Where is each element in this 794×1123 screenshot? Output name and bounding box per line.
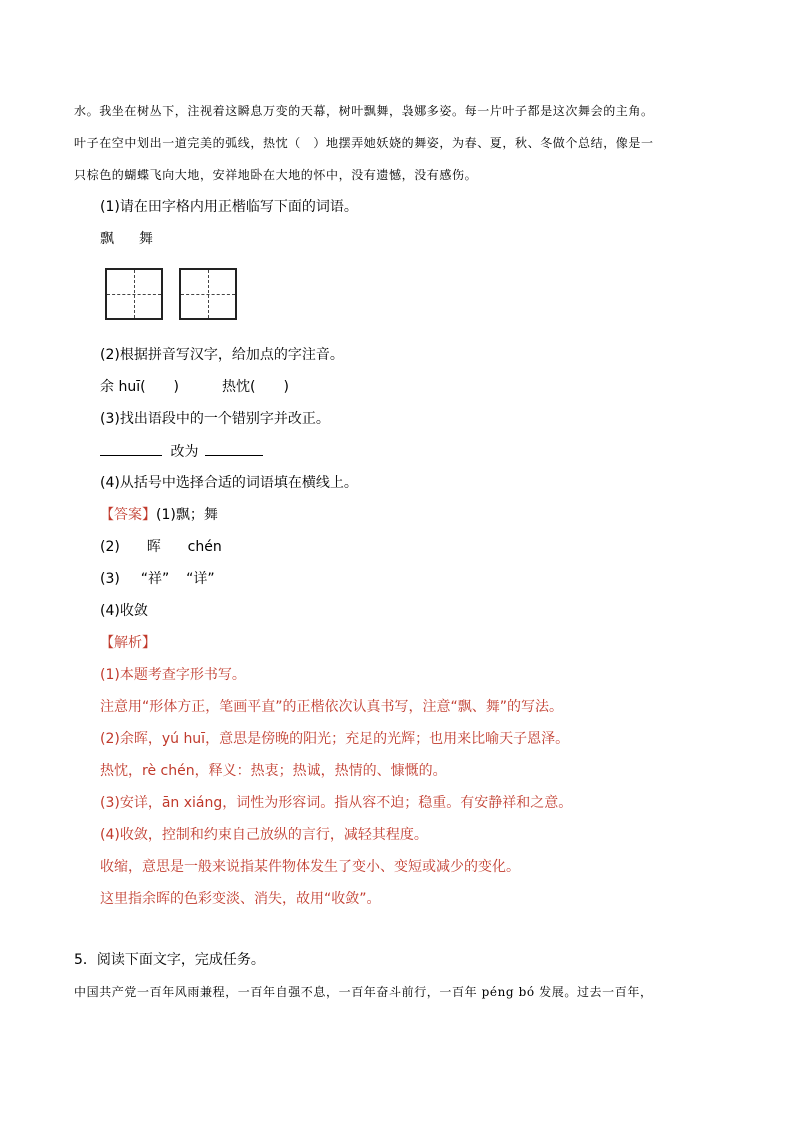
answer-line-2 (100, 537, 222, 557)
tianzige-box-1[interactable] (105, 268, 163, 320)
q2-item-1: 余 huī( ) (100, 379, 180, 395)
question-1: (1)请在田字格内用正楷临写下面的词语。 (100, 199, 358, 215)
q1-words (100, 229, 153, 249)
analysis-line: (1)本题考查字形书写。 (100, 667, 246, 683)
passage-line-2: 叶子在空中划出一道完美的弧线，热忱（ ）地摆弄她妖娆的舞姿，为春、夏，秋、冬做个总结，像是一 (74, 136, 654, 150)
answer-2-char: 晖 (146, 539, 161, 555)
analysis-line: 这里指余晖的色彩变淡、消失，故用“收敛”。 (100, 891, 381, 907)
answer-line-1 (100, 505, 218, 525)
answer-3-right: “详” (186, 571, 215, 587)
answer-line-3 (100, 569, 215, 589)
question-2: (2)根据拼音写汉字，给加点的字注音。 (100, 347, 344, 363)
analysis-label: 【解析】 (100, 635, 156, 651)
answer-label: 【答案】 (100, 507, 156, 523)
q1-word-1: 飘 (100, 231, 114, 247)
analysis-line: (2)余晖，yú huī，意思是傍晚的阳光；充足的光辉；也用来比喻天子恩泽。 (100, 731, 570, 747)
tianzige-box-2[interactable] (179, 268, 237, 320)
answer-1: (1)飘；舞 (156, 507, 218, 523)
analysis-line: 注意用“形体方正，笔画平直”的正楷依次认真书写，注意“飘、舞”的写法。 (100, 699, 564, 715)
question-4: (4)从括号中选择合适的词语填在横线上。 (100, 475, 358, 491)
question-3: (3)找出语段中的一个错别字并改正。 (100, 411, 330, 427)
answer-2-pinyin: chén (187, 539, 222, 555)
passage-line-3: 只棕色的蝴蝶飞向大地，安祥地卧在大地的怀中，没有遗憾，没有感伤。 (74, 168, 478, 182)
q2-item-2: 热忱( ) (222, 379, 289, 395)
q3-answer-line (100, 441, 263, 462)
q1-word-2: 舞 (138, 231, 153, 247)
answer-3-num: (3) (100, 571, 120, 587)
passage-line-1: 水。我坐在树丛下，注视着这瞬息万变的天幕，树叶飘舞，袅娜多姿。每一片叶子都是这次舞会的主角。 (74, 104, 654, 118)
answer-3-wrong: “祥” (140, 571, 170, 587)
q3-blank-wrong[interactable] (100, 441, 162, 456)
question-5: 5．阅读下面文字，完成任务。 (74, 952, 265, 968)
analysis-line: 热忱，rè chén，释义：热衷；热诚，热情的、慷慨的。 (100, 763, 447, 779)
q3-blank-right[interactable] (205, 441, 263, 456)
analysis-line: 收缩，意思是一般来说指某件物体发生了变小、变短或减少的变化。 (100, 859, 520, 875)
q5-passage-line: 中国共产党一百年风雨兼程，一百年自强不息，一百年奋斗前行，一百年 péng bó 发展。过去一百年， (74, 985, 653, 999)
answer-line-4: (4)收敛 (100, 603, 148, 619)
q3-change-label: 改为 (170, 444, 199, 460)
analysis-line: (4)收敛，控制和约束自己放纵的言行，减轻其程度。 (100, 827, 428, 843)
answer-2-num: (2) (100, 539, 120, 555)
analysis-line: (3)安详，ān xiáng，词性为形容词。指从容不迫；稳重。有安静祥和之意。 (100, 795, 573, 811)
